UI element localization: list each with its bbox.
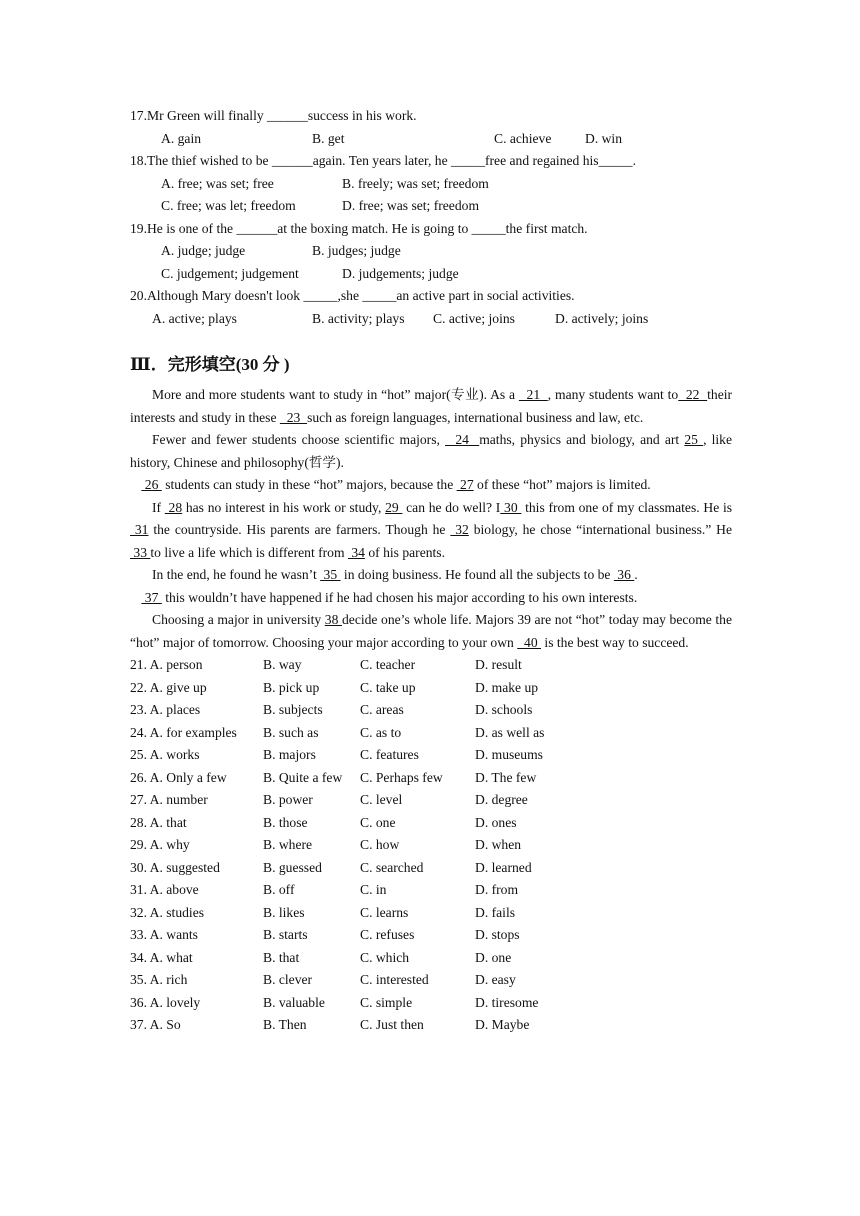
option-d: D. stops bbox=[475, 927, 520, 942]
question-options bbox=[130, 195, 732, 218]
option-a: 33. A. wants bbox=[130, 927, 198, 942]
blank-31: 31 bbox=[130, 522, 149, 537]
blank-37: 37 bbox=[141, 589, 162, 605]
option-c: C. interested bbox=[360, 972, 429, 987]
blank-30: 30 bbox=[500, 499, 522, 515]
passage-paragraph-6: 37 this wouldn’t have happened if he had chosen his major according to his own interests. bbox=[141, 589, 638, 605]
option-row bbox=[130, 992, 732, 1015]
option-b: B. likes bbox=[263, 904, 305, 920]
blank-26: 26 bbox=[141, 477, 162, 492]
blank-21: 21 bbox=[518, 387, 548, 402]
question-options bbox=[130, 263, 732, 286]
passage-paragraph-4: If 28 has no interest in his work or study, 29 can he do well? I 30 this from one of my classmates. He is 31 the countryside. His parents are farmers. Though he 32 biology, he chose “international business.” He 33 to live a life which is different from 34 of his parents. bbox=[130, 499, 733, 560]
option-row bbox=[130, 654, 732, 677]
question-options bbox=[130, 240, 732, 263]
option-row bbox=[130, 722, 732, 745]
option-b: B. judges; judge bbox=[312, 243, 401, 258]
passage-paragraph-3: 26 students can study in these “hot” majors, because the 27 of these “hot” majors is limited. bbox=[141, 477, 651, 492]
option-b: B. off bbox=[263, 882, 295, 897]
option-b: B. starts bbox=[263, 927, 308, 942]
option-c: C. features bbox=[360, 747, 419, 762]
option-d: D. judgements; judge bbox=[342, 265, 459, 281]
option-row bbox=[130, 857, 732, 880]
option-d: D. easy bbox=[475, 972, 516, 987]
option-c: C. learns bbox=[360, 904, 409, 920]
blank-23: 23 bbox=[279, 409, 308, 425]
option-d: D. learned bbox=[475, 859, 532, 875]
cloze-options-list bbox=[130, 654, 732, 1037]
option-d: D. make up bbox=[475, 679, 539, 695]
blank-25: 25 bbox=[684, 432, 704, 447]
option-b: B. clever bbox=[263, 972, 313, 987]
option-a: 32. A. studies bbox=[130, 904, 205, 920]
option-c: C. searched bbox=[360, 859, 424, 875]
option-row bbox=[130, 677, 732, 700]
blank-34: 34 bbox=[347, 544, 365, 560]
option-a: 28. A. that bbox=[130, 814, 187, 830]
option-b: B. guessed bbox=[263, 859, 322, 875]
exam-content bbox=[130, 105, 732, 1037]
option-c: C. free; was let; freedom bbox=[161, 198, 296, 213]
option-b: B. way bbox=[263, 657, 302, 672]
option-d: D. The few bbox=[475, 769, 537, 785]
option-d: D. win bbox=[585, 130, 623, 146]
option-b: B. majors bbox=[263, 747, 316, 762]
option-c: C. as to bbox=[360, 724, 402, 740]
option-d: D. Maybe bbox=[475, 1017, 530, 1032]
option-c: C. teacher bbox=[360, 657, 416, 672]
option-a: A. gain bbox=[161, 130, 202, 146]
option-row bbox=[130, 834, 732, 857]
option-d: D. actively; joins bbox=[555, 310, 649, 326]
option-a: 31. A. above bbox=[130, 882, 199, 897]
option-row bbox=[130, 879, 732, 902]
option-a: A. judge; judge bbox=[161, 243, 246, 258]
question-stem: 19.He is one of the ______at the boxing match. He is going to _____the first match. bbox=[130, 220, 588, 236]
option-a: A. active; plays bbox=[152, 310, 237, 326]
option-b: B. that bbox=[263, 949, 300, 965]
blank-40: 40 bbox=[517, 634, 542, 650]
option-c: C. in bbox=[360, 882, 387, 897]
option-b: B. Then bbox=[263, 1017, 307, 1032]
option-b: B. freely; was set; freedom bbox=[342, 175, 489, 191]
option-a: 26. A. Only a few bbox=[130, 769, 227, 785]
blank-29: 29 bbox=[385, 499, 403, 515]
option-row bbox=[130, 902, 732, 925]
option-c: C. simple bbox=[360, 994, 413, 1010]
option-b: B. Quite a few bbox=[263, 769, 343, 785]
option-b: B. subjects bbox=[263, 702, 323, 717]
option-row bbox=[130, 969, 732, 992]
option-a: 22. A. give up bbox=[130, 679, 207, 695]
blank-24: 24 bbox=[445, 432, 480, 447]
option-d: D. as well as bbox=[475, 724, 545, 740]
option-c: C. refuses bbox=[360, 927, 415, 942]
option-d: D. degree bbox=[475, 792, 528, 807]
blank-28: 28 bbox=[164, 499, 183, 515]
option-row bbox=[130, 789, 732, 812]
option-c: C. active; joins bbox=[433, 310, 515, 326]
option-c: C. how bbox=[360, 837, 400, 852]
option-d: D. result bbox=[475, 657, 522, 672]
option-c: C. Perhaps few bbox=[360, 769, 443, 785]
option-row bbox=[130, 812, 732, 835]
blank-27: 27 bbox=[456, 477, 474, 492]
option-a: 36. A. lovely bbox=[130, 994, 201, 1010]
option-c: C. Just then bbox=[360, 1017, 424, 1032]
option-d: D. fails bbox=[475, 904, 516, 920]
option-b: B. those bbox=[263, 814, 308, 830]
option-c: C. judgement; judgement bbox=[161, 265, 299, 281]
question-options bbox=[130, 173, 732, 196]
blank-22: 22 bbox=[678, 387, 708, 402]
blank-35: 35 bbox=[320, 567, 341, 582]
option-a: 35. A. rich bbox=[130, 972, 188, 987]
option-d: D. free; was set; freedom bbox=[342, 198, 480, 213]
option-a: A. free; was set; free bbox=[161, 175, 274, 191]
option-row bbox=[130, 744, 732, 767]
option-d: D. tiresome bbox=[475, 994, 539, 1010]
question-stem: 17.Mr Green will finally ______success in his work. bbox=[130, 108, 417, 123]
option-a: 29. A. why bbox=[130, 837, 190, 852]
blank-38: 38 bbox=[324, 612, 342, 627]
option-c: C. level bbox=[360, 792, 403, 807]
option-row bbox=[130, 767, 732, 790]
question-stem: 18.The thief wished to be ______again. Ten years later, he _____free and regained his_____. bbox=[130, 153, 636, 168]
option-d: D. one bbox=[475, 949, 512, 965]
blank-32: 32 bbox=[450, 522, 469, 537]
option-a: 37. A. So bbox=[130, 1017, 181, 1032]
option-row bbox=[130, 699, 732, 722]
question-stem: 20.Although Mary doesn't look _____,she _____an active part in social activities. bbox=[130, 288, 575, 303]
option-row bbox=[130, 1014, 732, 1037]
passage-paragraph-5: In the end, he found he wasn’t 35 in doing business. He found all the subjects to be 36 . bbox=[152, 567, 638, 582]
option-b: B. power bbox=[263, 792, 313, 807]
option-d: D. museums bbox=[475, 747, 543, 762]
option-b: B. pick up bbox=[263, 679, 320, 695]
option-a: 30. A. suggested bbox=[130, 859, 220, 875]
option-d: D. schools bbox=[475, 702, 533, 717]
section-title: Ⅲ．完形填空(30 分 ) bbox=[130, 355, 290, 374]
passage-paragraph-2: Fewer and fewer students choose scientific majors, 24 maths, physics and biology, and art 25 , like history, Chinese and philosophy(哲学). bbox=[130, 432, 732, 470]
option-c: C. areas bbox=[360, 702, 404, 717]
question-options bbox=[130, 308, 732, 331]
option-d: D. when bbox=[475, 837, 522, 852]
option-a: 23. A. places bbox=[130, 702, 201, 717]
option-a: 25. A. works bbox=[130, 747, 200, 762]
option-b: B. such as bbox=[263, 724, 319, 740]
passage-paragraph-1: More and more students want to study in “hot” major(专业). As a 21 , many students want to 22 their interests and study in these 23 such as foreign languages, international business and law, etc. bbox=[130, 387, 733, 425]
option-c: C. take up bbox=[360, 679, 416, 695]
blank-36: 36 bbox=[613, 567, 635, 582]
option-b: B. where bbox=[263, 837, 313, 852]
option-c: C. which bbox=[360, 949, 410, 965]
option-a: 24. A. for examples bbox=[130, 724, 237, 740]
option-a: 21. A. person bbox=[130, 657, 203, 672]
question-options bbox=[130, 128, 732, 151]
passage-paragraph-7: Choosing a major in university 38 decide one’s whole life. Majors 39 are not “hot” today may become the “hot” major of tomorrow. Choosing your major according to your own 40 is the best way to succeed. bbox=[130, 612, 733, 650]
blank-33: 33 bbox=[130, 544, 151, 560]
option-a: 27. A. number bbox=[130, 792, 208, 807]
option-b: B. activity; plays bbox=[312, 310, 405, 326]
option-d: D. from bbox=[475, 882, 519, 897]
option-row bbox=[130, 924, 732, 947]
option-c: C. achieve bbox=[494, 130, 552, 146]
option-a: 34. A. what bbox=[130, 949, 193, 965]
option-d: D. ones bbox=[475, 814, 517, 830]
option-b: B. valuable bbox=[263, 994, 325, 1010]
option-row bbox=[130, 947, 732, 970]
option-c: C. one bbox=[360, 814, 396, 830]
option-b: B. get bbox=[312, 130, 345, 146]
